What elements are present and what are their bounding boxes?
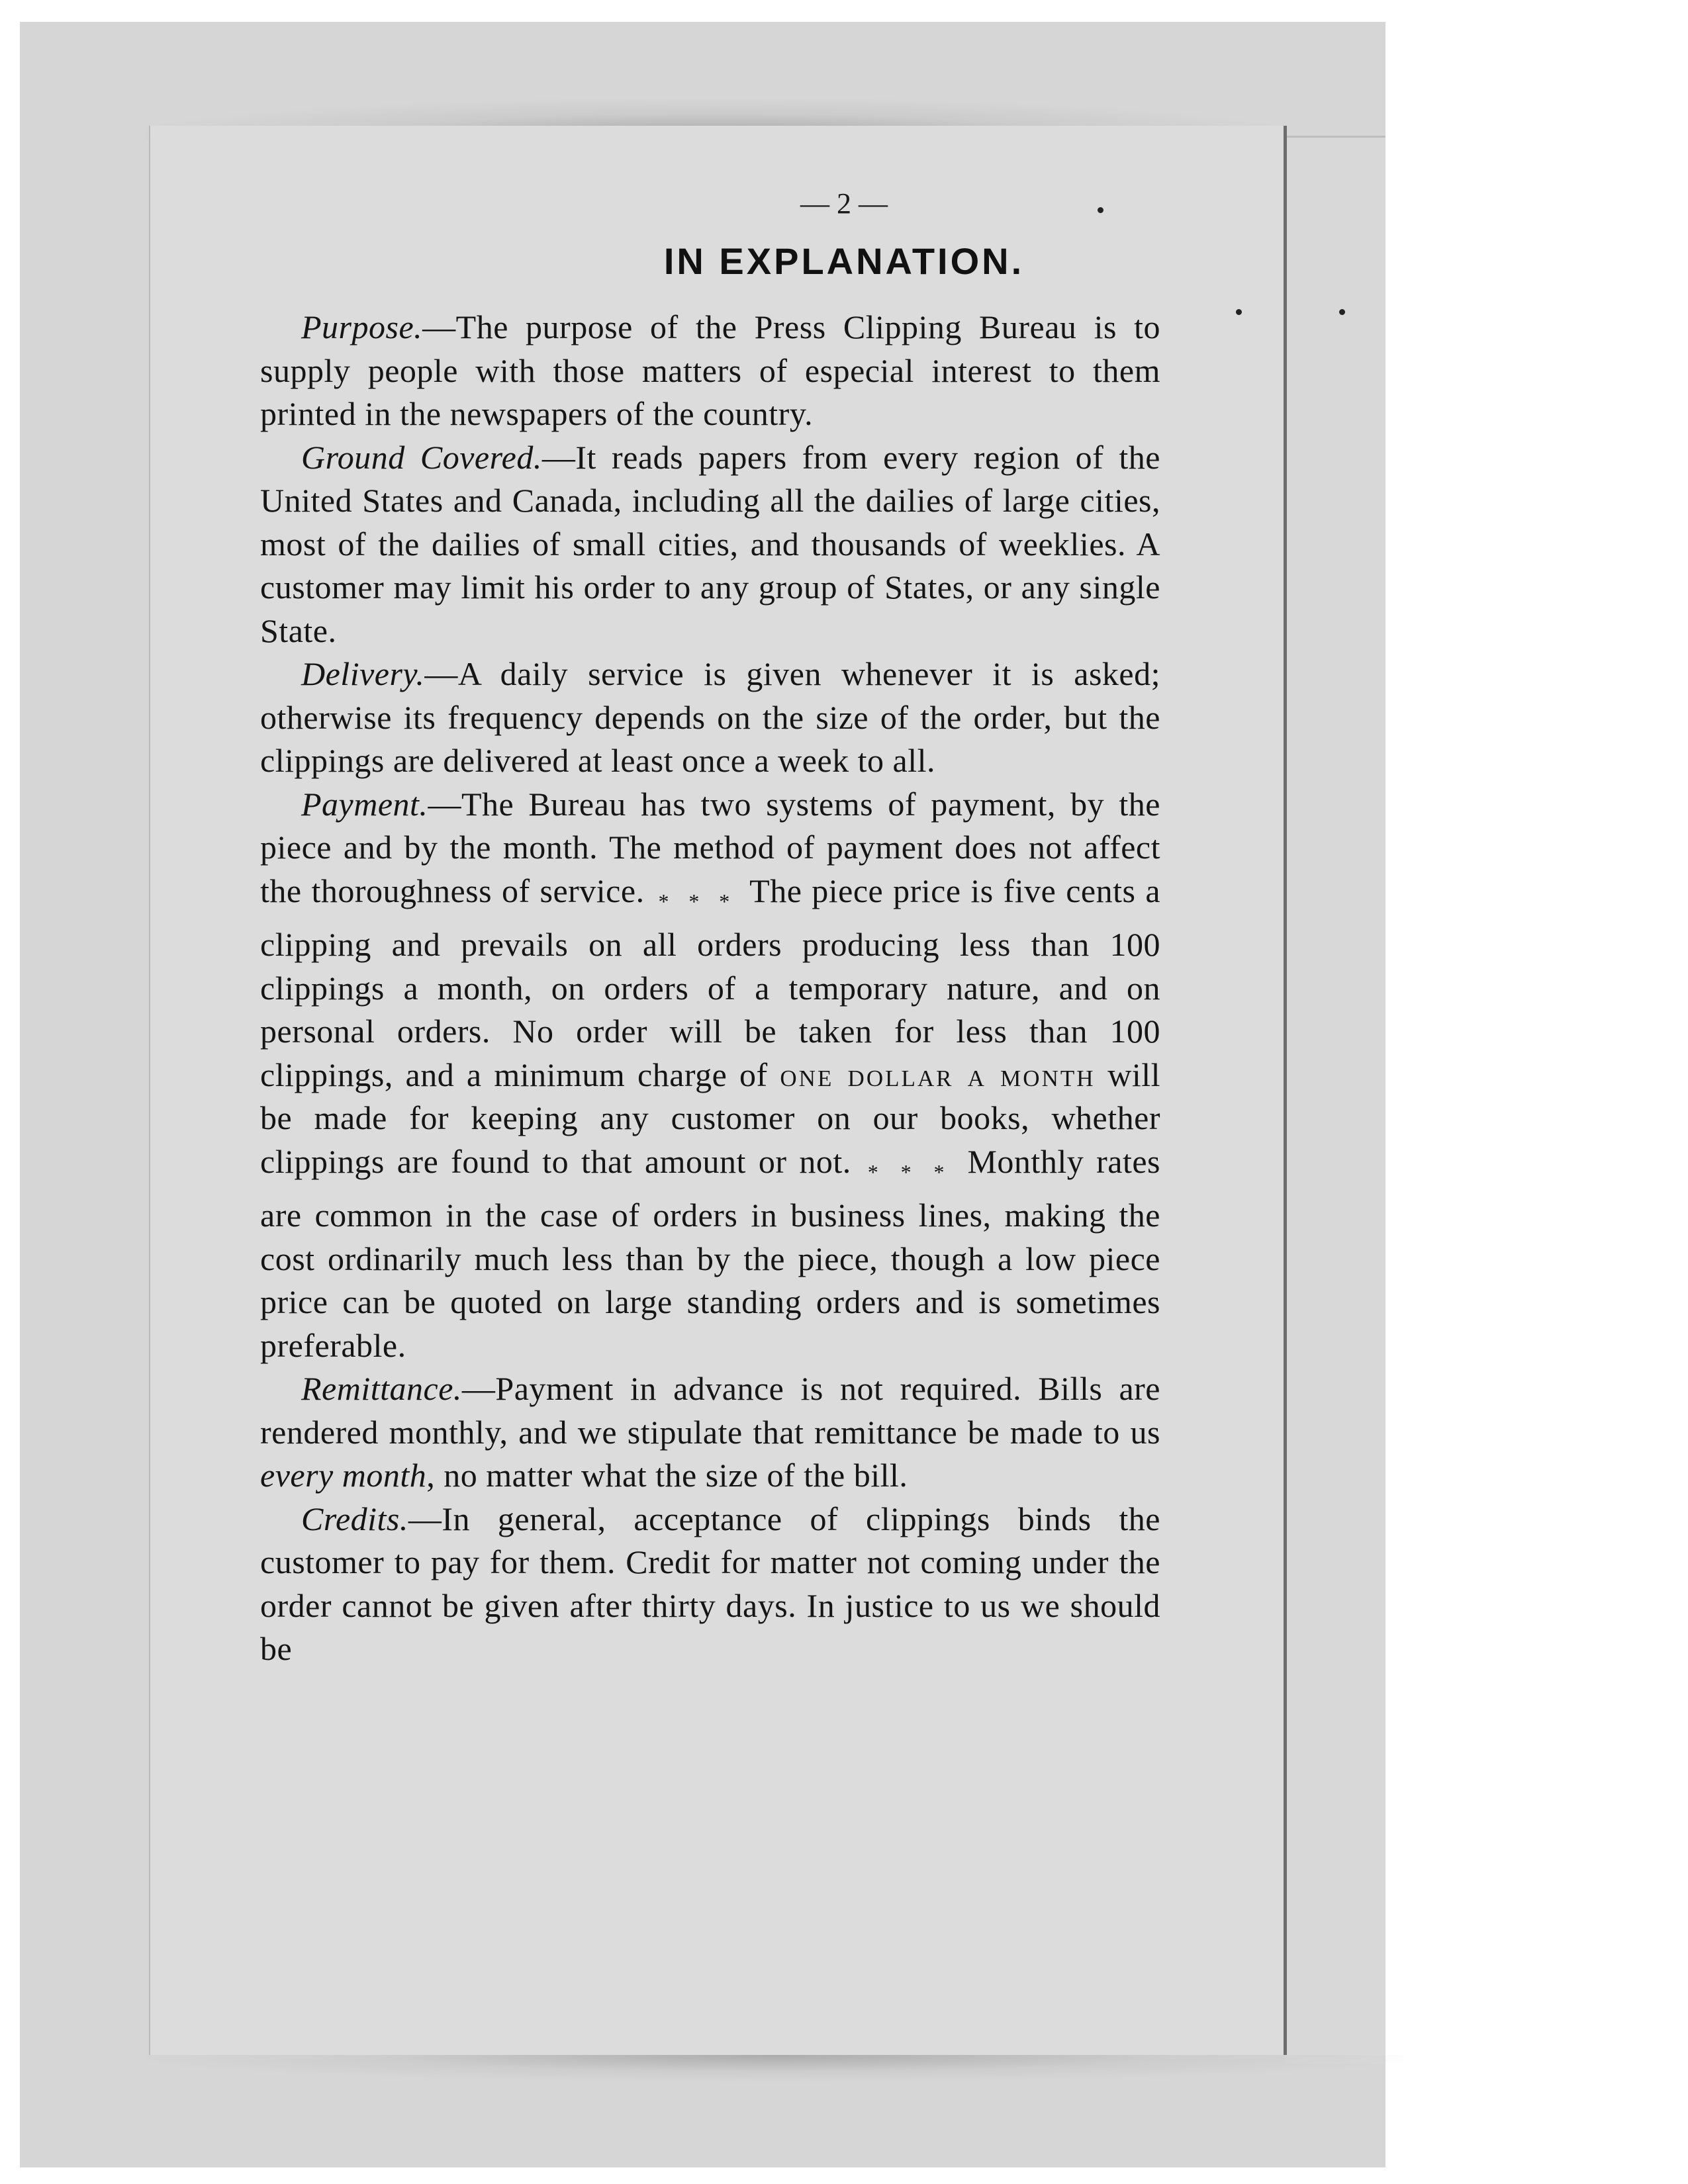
ink-speck (1236, 309, 1242, 315)
paragraph-text: —It reads papers from every region of the United States and Canada, including all the dailies of large cities, most of the dailies of small cities, and thousands of weeklies. A customer may limit his order to any group of States, or any single State. (260, 438, 1160, 649)
paragraph-purpose (260, 306, 1160, 436)
paragraph-lead: Remittance. (301, 1370, 462, 1407)
asterism: * * * (658, 889, 737, 913)
paragraph-lead: Purpose. (301, 308, 423, 345)
paragraph-lead: Ground Covered. (301, 438, 542, 476)
paragraph-text: will be made for keeping any customer on our books, whether clippings are found to that amount or not. (260, 1056, 1161, 1180)
paragraph-payment (260, 783, 1160, 1368)
paragraph-credits (260, 1498, 1160, 1671)
paragraph-text: Monthly rates are common in the case of orders in business lines, making the cost ordinarily much less than by the piece, though a low piece price can be quoted on large standing orders and is sometimes preferable. (260, 1142, 1161, 1364)
paragraph-text: , no matter what the size of the bill. (426, 1457, 908, 1494)
paragraph-text: The piece price is five cents a clipping and prevails on all orders producing less than 100 clippings a month, on orders of a temporary nature, and on personal orders. No order will be taken for less than 100 clippings, and a minimum charge of (260, 872, 1161, 1093)
emphasis-text: every month (260, 1457, 427, 1494)
paragraph-text: —The Bureau has two systems of payment, by the piece and by the month. The method of payment does not affect the thoroughness of service. (260, 785, 1160, 909)
paragraph-text: —The purpose of the Press Clipping Bureau is to supply people with those matters of especial interest to them printed in the newspapers of the country. (260, 308, 1160, 432)
facing-page-edge (1286, 136, 1385, 2064)
paragraph-lead: Credits. (301, 1500, 408, 1537)
small-caps-text: one dollar a month (780, 1056, 1096, 1093)
ink-speck (1339, 309, 1345, 315)
body-text (260, 306, 1160, 1671)
paragraph-ground-covered (260, 436, 1160, 653)
page-number: — 2 — (800, 187, 888, 220)
paragraph-text: —A daily service is given whenever it is asked; otherwise its frequency depends on the size of the order, but the clippings are delivered at least once a week to all. (260, 655, 1160, 779)
paragraph-lead: Payment. (301, 785, 428, 823)
paragraph-lead: Delivery. (301, 655, 425, 692)
page-bottom-shadow (146, 2055, 1403, 2081)
paragraph-text: —Payment in advance is not required. Bills are rendered monthly, and we stipulate that remittance be made to us (260, 1370, 1160, 1451)
paragraph-remittance (260, 1367, 1160, 1498)
asterism: * * * (867, 1160, 951, 1184)
page-title: IN EXPLANATION. (663, 240, 1025, 282)
paragraph-text: —In general, acceptance of clippings binds the customer to pay for them. Credit for matter not coming under the order cannot be given after thirty days. In justice to us we should be (260, 1500, 1160, 1667)
paragraph-delivery (260, 653, 1160, 783)
